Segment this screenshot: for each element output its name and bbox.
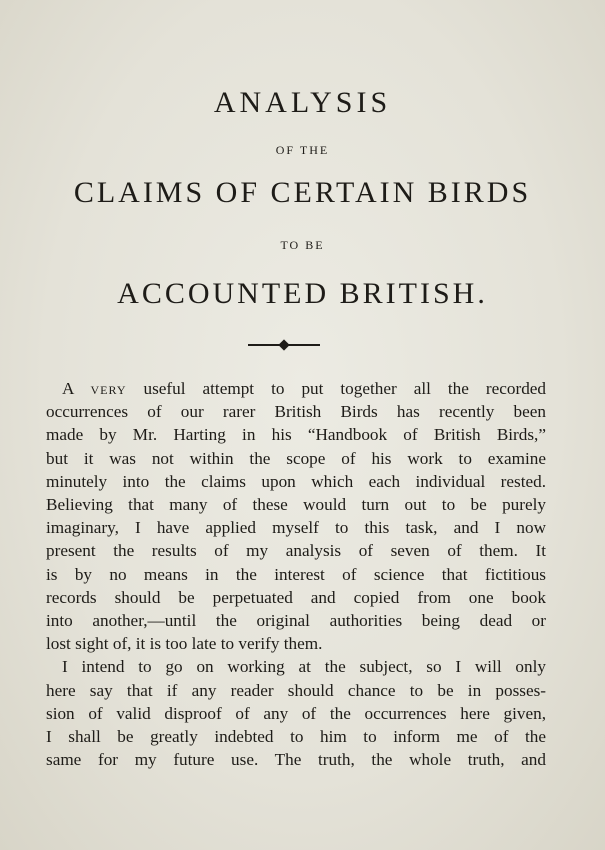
text-line: sion of valid disproof of any of the occurrences here given, (46, 703, 546, 723)
text-line: here say that if any reader should chance to be in posses- (46, 680, 546, 700)
title-accounted-british: ACCOUNTED BRITISH. (117, 277, 488, 310)
text-line: Believing that many of these would turn out to be purely (46, 495, 546, 515)
text-line (46, 377, 546, 400)
ornamental-rule (248, 340, 320, 350)
title-claims: CLAIMS OF CERTAIN BIRDS (73, 176, 532, 209)
text-line: present the results of my analysis of seven of them. It (46, 541, 546, 561)
body-text (46, 377, 546, 771)
smallcaps-word: very (90, 379, 127, 398)
text-line: I intend to go on working at the subject, so I will only (62, 657, 546, 677)
title-to-be: TO BE (280, 238, 325, 252)
line-text: useful attempt to put together all the recorded (143, 379, 547, 398)
title-of-the: OF THE (275, 143, 330, 157)
text-line: is by no means in the interest of science that fictitious (46, 564, 546, 584)
paragraph-1 (46, 377, 546, 655)
text-line: records should be perpetuated and copied from one book (46, 587, 546, 607)
paragraph-2 (46, 655, 546, 771)
text-line: same for my future use. The truth, the whole truth, and (46, 750, 546, 770)
title-analysis: ANALYSIS (213, 86, 392, 119)
text-line: occurrences of our rarer British Birds has recently been (46, 402, 546, 422)
text-line: lost sight of, it is too late to verify them. (46, 634, 323, 654)
text-line: made by Mr. Harting in his “Handbook of British Birds,” (46, 425, 546, 445)
drop-word: A (62, 379, 74, 398)
ornament-diamond (278, 339, 289, 350)
text-line: I shall be greatly indebted to him to inform me of the (46, 727, 546, 747)
text-line: imaginary, I have applied myself to this task, and I now (46, 518, 546, 538)
text-line: into another,—until the original authorities being dead or (46, 611, 546, 631)
text-line: but it was not within the scope of his work to examine (46, 448, 546, 468)
text-line: minutely into the claims upon which each individual rested. (46, 471, 546, 491)
